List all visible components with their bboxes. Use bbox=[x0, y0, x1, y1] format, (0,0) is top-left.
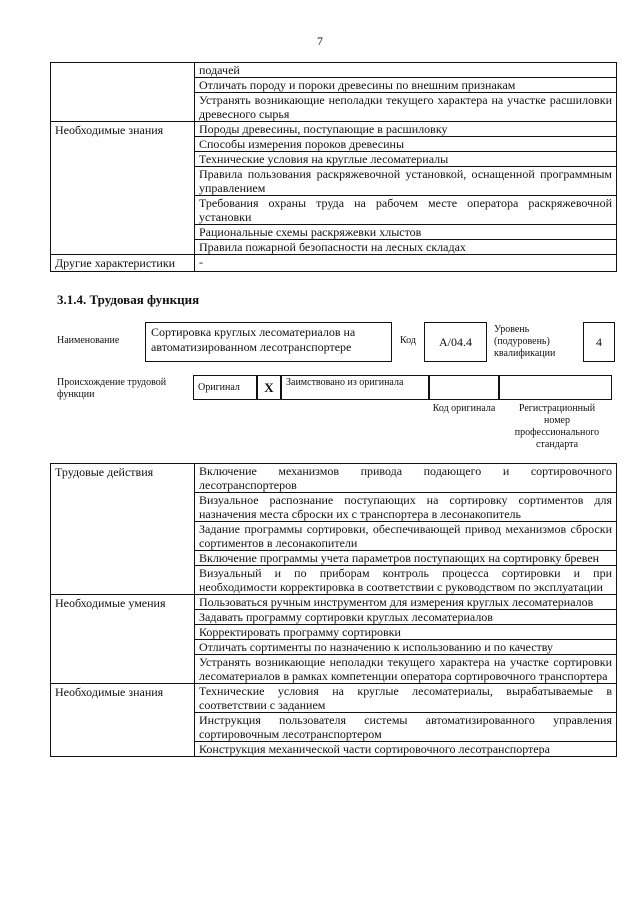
item-text: Визуальный и по приборам контроль процесса сортировки и при необходимости корректировка в соответствии с руководством по эксплуатации bbox=[195, 566, 617, 595]
item-text: Пользоваться ручным инструментом для измерения круглых лесоматериалов bbox=[195, 595, 617, 610]
function-name-box: Сортировка круглых лесоматериалов на автоматизированном лесотранспортере bbox=[145, 322, 392, 362]
item-text: Устранять возникающие неполадки текущего характера на участке сортировки лесоматериалов в рамках компетенции оператора сортировочного транспортера bbox=[195, 655, 617, 684]
item-text: Включение механизмов привода подающего и сортировочного лесотранспортеров bbox=[195, 464, 617, 493]
table-row bbox=[51, 122, 617, 137]
item-text: Задавать программу сортировки круглых лесоматериалов bbox=[195, 610, 617, 625]
item-text: Технические условия на круглые лесоматериалы, вырабатываемые в соответствии с заданием bbox=[195, 684, 617, 713]
borrowed-label: Заимствовано из оригинала bbox=[281, 375, 429, 400]
row-label: Другие характеристики bbox=[51, 255, 195, 272]
reg-number-cell bbox=[499, 375, 612, 400]
level-label: Уровень (подуровень) квалификации bbox=[494, 324, 556, 359]
row-label: Необходимые знания bbox=[51, 122, 195, 255]
name-label: Наименование bbox=[57, 335, 120, 346]
row-label bbox=[51, 63, 195, 122]
row-text: Породы древесины, поступающие в расшиловку bbox=[195, 122, 617, 137]
level-box: 4 bbox=[583, 322, 615, 362]
section-title: 3.1.4. Трудовая функция bbox=[57, 292, 200, 307]
original-code-label: Код оригинала bbox=[432, 403, 496, 414]
function-code-box: А/04.4 bbox=[424, 322, 487, 362]
reg-number-label: Регистрационный номер профессионального стандарта bbox=[514, 403, 600, 450]
item-text: Задание программы сортировки, обеспечивающей привод механизмов сброски сортиментов в лесонакопители bbox=[195, 522, 617, 551]
group-label: Необходимые знания bbox=[51, 684, 195, 757]
table-row bbox=[51, 684, 617, 713]
item-text: Отличать сортименты по назначению к использованию и по качеству bbox=[195, 640, 617, 655]
row-text: Рациональные схемы раскряжевки хлыстов bbox=[195, 225, 617, 240]
row-text: подачей bbox=[195, 63, 617, 78]
item-text: Конструкция механической части сортировочного лесотранспортера bbox=[195, 742, 617, 757]
table-row bbox=[51, 595, 617, 610]
original-mark: X bbox=[257, 375, 281, 400]
row-text: Правила пожарной безопасности на лесных складах bbox=[195, 240, 617, 255]
function-table bbox=[50, 463, 617, 757]
original-label: Оригинал bbox=[193, 375, 257, 400]
skills-table-top bbox=[50, 62, 617, 272]
origin-label: Происхождение трудовой функции bbox=[57, 377, 167, 400]
item-text: Инструкция пользователя системы автоматизированного управления сортировочным лесотранспортером bbox=[195, 713, 617, 742]
page-number: 7 bbox=[317, 34, 323, 48]
group-label: Необходимые умения bbox=[51, 595, 195, 684]
origin-row bbox=[193, 375, 612, 400]
item-text: Корректировать программу сортировки bbox=[195, 625, 617, 640]
table-row bbox=[51, 464, 617, 493]
group-label: Трудовые действия bbox=[51, 464, 195, 595]
original-code-cell bbox=[429, 375, 499, 400]
table-row bbox=[51, 255, 617, 272]
item-text: Визуальное распознание поступающих на сортировку сортиментов для назначения места сброски их с транспортера в лесонакопитель bbox=[195, 493, 617, 522]
row-text: - bbox=[195, 255, 617, 272]
code-label: Код bbox=[400, 335, 416, 346]
row-text: Требования охраны труда на рабочем месте оператора раскряжевочной установки bbox=[195, 196, 617, 225]
table-row bbox=[51, 63, 617, 78]
row-text: Отличать породу и пороки древесины по внешним признакам bbox=[195, 78, 617, 93]
row-text: Правила пользования раскряжевочной установкой, оснащенной программным управлением bbox=[195, 167, 617, 196]
row-text: Способы измерения пороков древесины bbox=[195, 137, 617, 152]
item-text: Включение программы учета параметров поступающих на сортировку бревен bbox=[195, 551, 617, 566]
row-text: Устранять возникающие неполадки текущего характера на участке расшиловки древесного сырья bbox=[195, 93, 617, 122]
row-text: Технические условия на круглые лесоматериалы bbox=[195, 152, 617, 167]
